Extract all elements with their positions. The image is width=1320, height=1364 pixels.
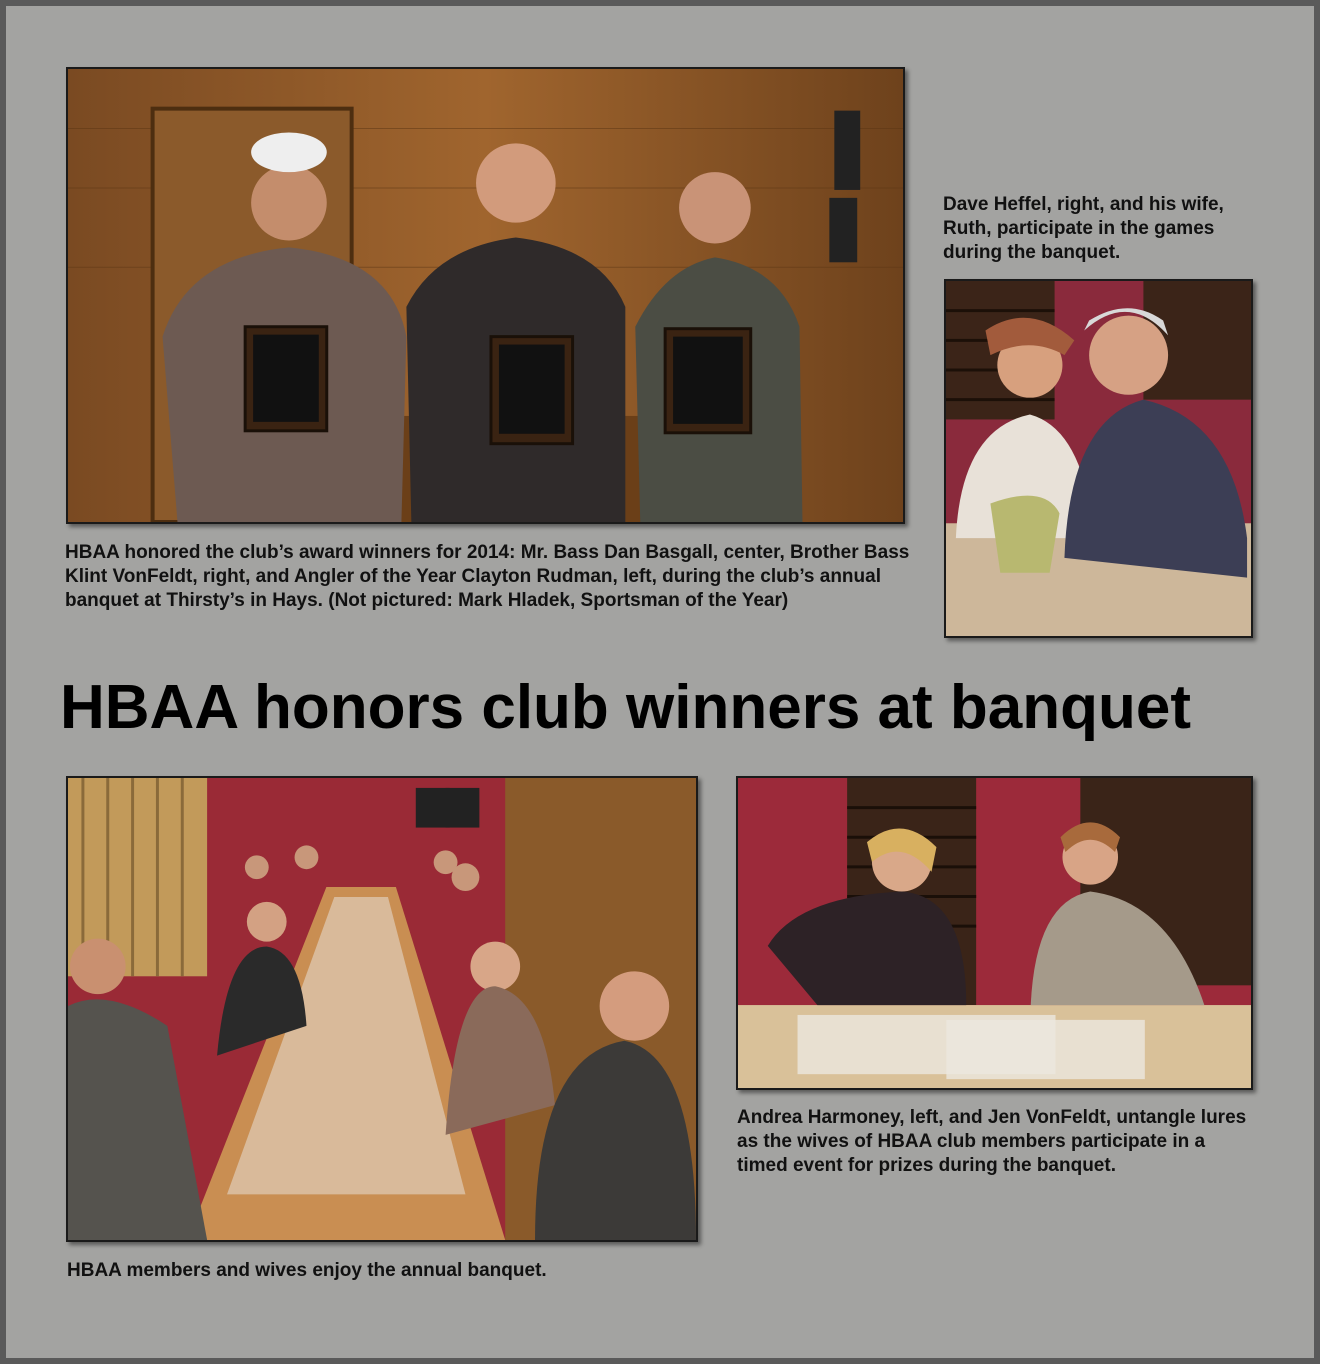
banquet-table-photo [66, 776, 698, 1242]
heffel-couple-photo [944, 279, 1253, 638]
heffel-couple-caption: Dave Heffel, right, and his wife, Ruth, participate in the games during the banquet. [943, 194, 1224, 263]
banquet-table-caption: HBAA members and wives enjoy the annual banquet. [67, 1260, 547, 1281]
award-winners-photo [66, 67, 905, 524]
award-winners-caption: HBAA honored the club’s award winners for 2014: Mr. Bass Dan Basgall, center, Brother Bass Klint VonFeldt, right, and Angler of the Year Clayton Rudman, left, during the club’s annual banquet at Thirsty’s in Hays. (Not pictured: Mark Hladek, Sportsman of the Year) [65, 542, 910, 611]
untangle-lures-photo [736, 776, 1253, 1090]
untangle-lures-caption: Andrea Harmoney, left, and Jen VonFeldt, untangle lures as the wives of HBAA club members participate in a timed event for prizes during the banquet. [737, 1107, 1247, 1176]
page-headline: HBAA honors club winners at banquet [60, 673, 1191, 742]
